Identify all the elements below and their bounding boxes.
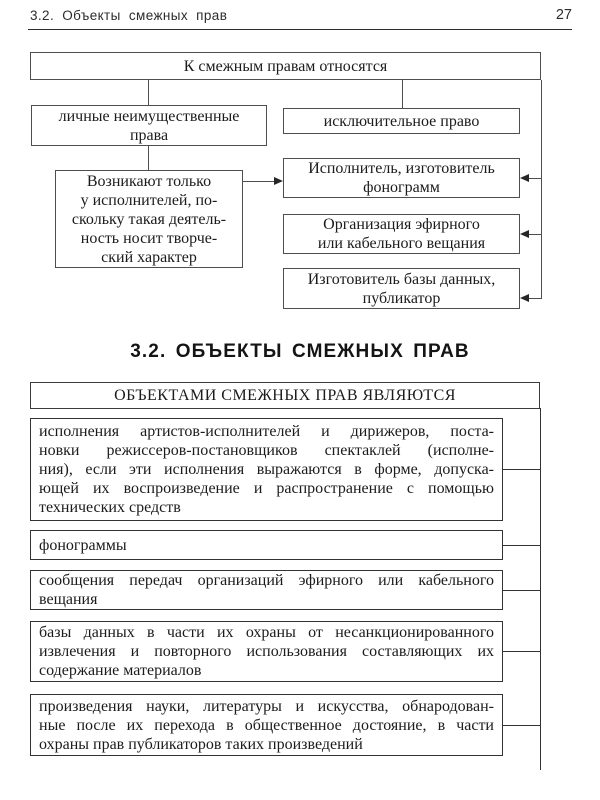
exclusive-right-box: исключительное право — [283, 108, 520, 134]
arrowhead-right-icon — [274, 177, 283, 185]
row-connector-line — [503, 590, 540, 591]
right-branch-line — [541, 80, 542, 299]
holder-performer-box: Исполнитель, изготовитель фонограмм — [283, 158, 520, 198]
row-connector-line — [503, 725, 540, 726]
page-number: 27 — [555, 7, 572, 23]
connector-personal-to-note — [148, 146, 149, 170]
objects-row-databases: базы данных в части их охраны от несанкционированного извлечения и повторного использования составляющих их содержание материалов — [30, 621, 503, 682]
personal-rights-box: личные неимущественные права — [31, 105, 267, 146]
arrowhead-left-icon — [520, 294, 529, 302]
objects-spine-line — [540, 408, 541, 770]
row-connector-line — [503, 651, 540, 652]
objects-row-public-domain-works: произведения науки, литературы и искусства, обнародован- ные после их перехода в общественное достояние, в части охраны прав публикаторов таких произведений — [30, 694, 503, 756]
header-rule — [28, 29, 572, 30]
note-box: Возникают только у исполнителей, по- скольку такая деятель- ность носит творче- ский характер — [55, 170, 243, 268]
row-connector-line — [503, 469, 540, 470]
stub-holder2-line — [529, 234, 542, 235]
objects-table-header: ОБЪЕКТАМИ СМЕЖНЫХ ПРАВ ЯВЛЯЮТСЯ — [30, 382, 540, 409]
stub-holder3-line — [529, 298, 542, 299]
holder-broadcaster-box: Организация эфирного или кабельного вещания — [283, 214, 520, 254]
arrowhead-left-icon — [520, 174, 529, 182]
objects-row-phonograms: фонограммы — [30, 530, 503, 560]
running-header-title: 3.2. Объекты смежных прав — [30, 8, 228, 23]
diagram-root-box: К смежным правам относятся — [30, 52, 541, 80]
row-connector-line — [503, 545, 540, 546]
stub-holder1-line — [529, 178, 542, 179]
objects-row-broadcasts: сообщения передач организаций эфирного или кабельного вещания — [30, 570, 503, 610]
arrow-note-to-holder-line — [243, 181, 275, 182]
connector-root-to-exclusive — [402, 80, 403, 108]
holder-database-maker-box: Изготовитель базы данных, публикатор — [283, 268, 520, 309]
objects-row-performances: исполнения артистов-исполнителей и дирижеров, поста- новки режиссеров-постановщиков спектаклей (исполне- ния), если эти исполнения выражаются в форме, допуска- ющей их воспроизведение и распространение с помощью технических средств — [30, 418, 503, 521]
connector-root-to-personal — [148, 80, 149, 105]
section-title: 3.2. ОБЪЕКТЫ СМЕЖНЫХ ПРАВ — [130, 341, 470, 362]
arrowhead-left-icon — [520, 230, 529, 238]
